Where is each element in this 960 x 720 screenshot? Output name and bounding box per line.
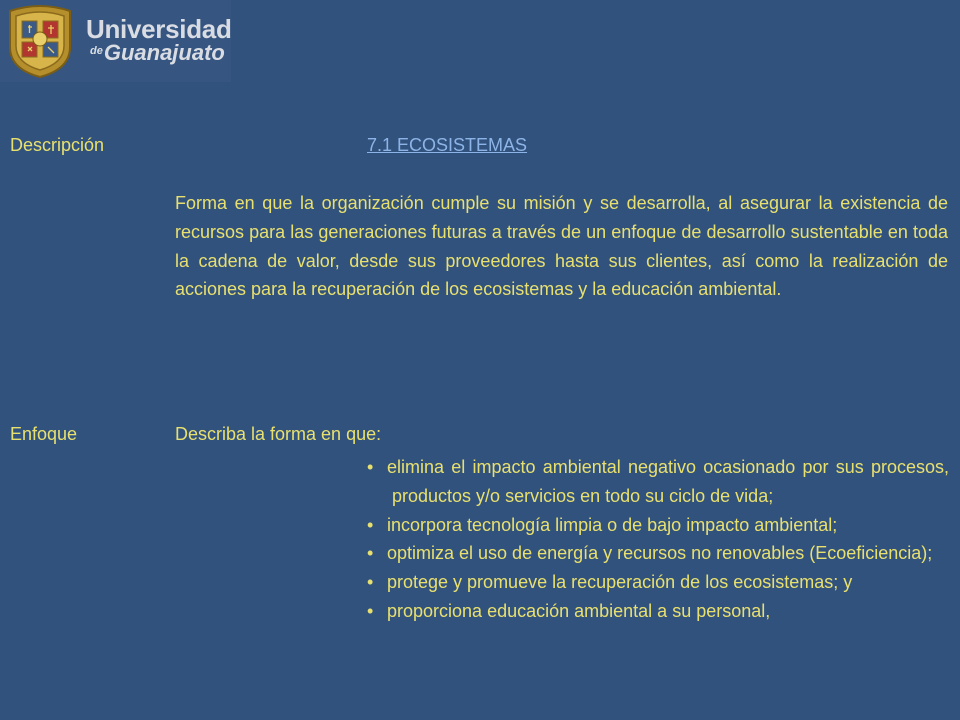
university-logo [0,0,231,82]
descripcion-label: Descripción [10,135,105,155]
logo-city: Guanajuato [103,40,225,65]
list-item [367,539,949,568]
section-title-link[interactable]: 7.1 ECOSISTEMAS [367,135,528,155]
logo-subtitle [90,40,225,66]
bullet-text: incorpora tecnología limpia o de bajo impacto ambiental; [387,514,838,535]
list-item [367,511,949,540]
bullet-icon: • [367,543,374,564]
enfoque-intro: Describa la forma en que: [175,424,382,444]
logo-de: de [90,45,103,57]
bullet-text: proporciona educación ambiental a su personal, [387,600,771,621]
bullet-icon: • [367,514,374,535]
list-item [367,453,949,511]
bullet-text: optimiza el uso de energía y recursos no renovables (Ecoeficiencia); [387,543,933,564]
enfoque-label: Enfoque [10,424,78,444]
bullet-icon: • [367,600,374,621]
enfoque-bullet-list [367,453,949,626]
bullet-icon: • [367,572,374,593]
descripcion-text: Forma en que la organización cumple su misión y se desarrolla, al asegurar la existencia de recursos para las generaciones futuras a través de un enfoque de desarrollo sustentable en toda la cadena de valor, desde sus proveedores hasta sus clientes, así como la realización de acciones para la recuperación de los ecosistemas y la educación ambiental. [175,193,948,300]
logo-title: Universidad [86,14,232,44]
bullet-text: elimina el impacto ambiental negativo ocasionado por sus procesos, productos y/o servicios en todo su ciclo de vida; [387,457,949,506]
bullet-icon: • [367,457,374,477]
university-shield-icon [6,3,74,79]
list-item [367,597,949,626]
list-item [367,568,949,597]
bullet-text: protege y promueve la recuperación de los ecosistemas; y [387,572,853,593]
